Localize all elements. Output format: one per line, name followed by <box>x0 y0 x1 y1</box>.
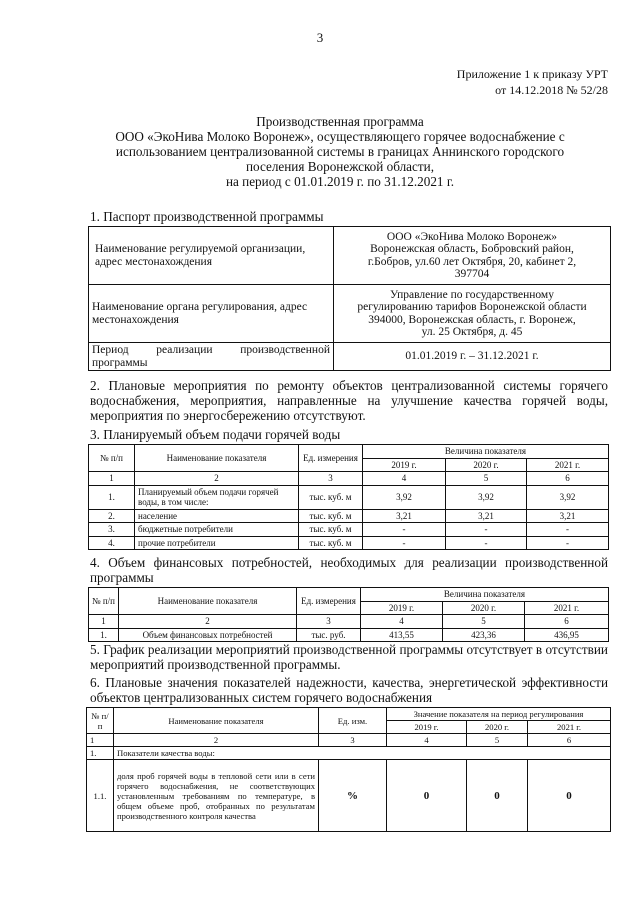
col-header-year: 2019 г. <box>387 721 467 734</box>
row-name: население <box>135 509 299 523</box>
table-header-row <box>89 445 609 459</box>
column-number: 3 <box>297 615 361 629</box>
col-header-num: № п/п <box>89 445 135 472</box>
col-header-year: 2020 г. <box>467 721 528 734</box>
col-header-name: Наименование показателя <box>135 445 299 472</box>
row-value: - <box>363 536 446 550</box>
row-name: доля проб горячей воды в тепловой сети или в сети горячего водоснабжения, не соответствующих установленным требованиям по температуре, в общем объеме проб, отобранных по результатам производственного контроля качества <box>114 760 319 832</box>
col-header-unit: Ед. измерения <box>297 588 361 615</box>
col-header-year: 2021 г. <box>525 601 609 615</box>
value-line: 394000, Воронежская область, г. Воронеж, <box>368 313 576 326</box>
section-1-heading: 1. Паспорт производственной программы <box>90 209 324 224</box>
col-header-year: 2021 г. <box>528 721 611 734</box>
column-number: 1 <box>87 734 114 747</box>
row-value: - <box>446 523 527 537</box>
table-row <box>89 285 611 343</box>
supply-volume-table <box>88 444 609 550</box>
column-number-row <box>89 472 609 486</box>
table-row <box>89 536 609 550</box>
page-number: 3 <box>316 30 324 45</box>
value-line: 01.01.2019 г. – 31.12.2021 г. <box>405 350 539 363</box>
table-header-row <box>89 588 609 602</box>
appendix-reference <box>457 66 608 98</box>
row-num: 4. <box>89 536 135 550</box>
title-line-1: Производственная программа <box>256 114 424 129</box>
table-group-row <box>87 747 611 760</box>
value-line: Воронежская область, Бобровский район, <box>370 243 574 255</box>
row-name: прочие потребители <box>135 536 299 550</box>
table-row <box>89 509 609 523</box>
row-value: 0 <box>467 760 528 832</box>
row-value: - <box>527 523 609 537</box>
column-number: 6 <box>528 734 611 747</box>
row-num: 1.1. <box>87 760 114 832</box>
row-unit: тыс. куб. м <box>299 509 363 523</box>
row-value: 423,36 <box>443 628 525 642</box>
row-unit: тыс. руб. <box>297 628 361 642</box>
col-header-unit: Ед. изм. <box>319 708 387 734</box>
col-header-year: 2020 г. <box>446 458 527 472</box>
col-header-value: Величина показателя <box>361 588 609 602</box>
col-header-year: 2019 г. <box>363 458 446 472</box>
row-value: - <box>363 523 446 537</box>
table-row <box>87 760 611 832</box>
document-title <box>60 114 620 189</box>
column-number: 5 <box>467 734 528 747</box>
row-value: 413,55 <box>361 628 443 642</box>
title-line-3: использованием централизованной системы в границах Аннинского городского <box>115 144 565 159</box>
column-number: 5 <box>443 615 525 629</box>
section-2-text: 2. Плановые мероприятия по ремонту объектов централизованной системы горячего водоснабжения, мероприятия, направленные на улучшение качества горячей воды, мероприятия по энергосбережению отсутствуют. <box>90 378 608 423</box>
col-header-name: Наименование показателя <box>114 708 319 734</box>
passport-value <box>334 285 611 343</box>
row-name: бюджетные потребители <box>135 523 299 537</box>
row-unit: тыс. куб. м <box>299 536 363 550</box>
column-number: 2 <box>114 734 319 747</box>
column-number-row <box>89 615 609 629</box>
passport-label: Наименование органа регулирования, адрес местонахождения <box>89 285 334 343</box>
column-number: 6 <box>527 472 609 486</box>
table-header-row <box>87 708 611 721</box>
column-number: 1 <box>89 472 135 486</box>
table-row <box>89 523 609 537</box>
value-line: регулированию тарифов Воронежской области <box>357 301 587 313</box>
table-row <box>89 628 609 642</box>
passport-value <box>334 343 611 371</box>
row-value: 0 <box>387 760 467 832</box>
title-line-2: ООО «ЭкоНива Молоко Воронеж», осуществляющего горячее водоснабжение с <box>115 129 565 144</box>
table-row <box>89 485 609 509</box>
column-number: 2 <box>135 472 299 486</box>
row-value: 436,95 <box>525 628 609 642</box>
passport-label: Период реализации производственной программы <box>89 343 334 371</box>
row-unit: % <box>319 760 387 832</box>
col-header-name: Наименование показателя <box>119 588 297 615</box>
section-4-heading: 4. Объем финансовых потребностей, необходимых для реализации производственной программы <box>90 555 608 585</box>
value-line: ул. 25 Октября, д. 45 <box>421 326 523 338</box>
row-value: - <box>527 536 609 550</box>
col-header-value: Величина показателя <box>363 445 609 459</box>
column-number: 4 <box>387 734 467 747</box>
col-header-year: 2019 г. <box>361 601 443 615</box>
row-value: 3,21 <box>446 509 527 523</box>
column-number: 1 <box>89 615 119 629</box>
column-number: 3 <box>319 734 387 747</box>
col-header-unit: Ед. измерения <box>299 445 363 472</box>
column-number: 3 <box>299 472 363 486</box>
appendix-line-2: от 14.12.2018 № 52/28 <box>495 83 608 97</box>
group-num: 1. <box>87 747 114 760</box>
indicators-table <box>86 707 611 832</box>
col-header-value: Значение показателя на период регулирования <box>387 708 611 721</box>
row-unit: тыс. куб. м <box>299 523 363 537</box>
group-name: Показатели качества воды: <box>114 747 611 760</box>
value-line: 397704 <box>454 268 490 280</box>
passport-table <box>88 226 611 371</box>
column-number: 6 <box>525 615 609 629</box>
passport-label: Наименование регулируемой организации, адрес местонахождения <box>89 227 334 285</box>
column-number: 4 <box>363 472 446 486</box>
row-value: 3,92 <box>527 485 609 509</box>
row-unit: тыс. куб. м <box>299 485 363 509</box>
row-name: Планируемый объем подачи горячей воды, в том числе: <box>135 485 299 509</box>
title-line-5: на период с 01.01.2019 г. по 31.12.2021 г. <box>225 174 455 189</box>
value-line: г.Бобров, ул.60 лет Октября, 20, кабинет 2, <box>367 255 577 268</box>
appendix-line-1: Приложение 1 к приказу УРТ <box>456 67 608 81</box>
column-number: 4 <box>361 615 443 629</box>
table-row <box>89 227 611 285</box>
section-6-heading: 6. Плановые значения показателей надежности, качества, энергетической эффективности объектов централизованных систем горячего водоснабжения <box>90 675 608 705</box>
row-num: 1. <box>89 485 135 509</box>
row-num: 3. <box>89 523 135 537</box>
column-number-row <box>87 734 611 747</box>
table-row <box>89 343 611 371</box>
column-number: 5 <box>446 472 527 486</box>
value-line: ООО «ЭкоНива Молоко Воронеж» <box>386 230 558 243</box>
section-3-heading: 3. Планируемый объем подачи горячей воды <box>90 427 341 442</box>
col-header-year: 2021 г. <box>527 458 609 472</box>
value-line: Управление по государственному <box>390 288 554 301</box>
row-num: 1. <box>89 628 119 642</box>
row-value: 3,21 <box>527 509 609 523</box>
section-5-text: 5. График реализации мероприятий производственной программы отсутствует в отсутствии мероприятий производственной программы. <box>90 642 608 672</box>
row-value: 3,92 <box>363 485 446 509</box>
passport-value <box>334 227 611 285</box>
col-header-year: 2020 г. <box>443 601 525 615</box>
row-value: 0 <box>528 760 611 832</box>
row-value: 3,21 <box>363 509 446 523</box>
title-line-4: поселения Воронежской области, <box>245 159 435 174</box>
row-num: 2. <box>89 509 135 523</box>
row-name: Объем финансовых потребностей <box>119 628 297 642</box>
financial-needs-table <box>88 587 609 642</box>
row-value: - <box>446 536 527 550</box>
col-header-num: № п/п <box>87 708 114 734</box>
row-value: 3,92 <box>446 485 527 509</box>
col-header-num: № п/п <box>89 588 119 615</box>
column-number: 2 <box>119 615 297 629</box>
